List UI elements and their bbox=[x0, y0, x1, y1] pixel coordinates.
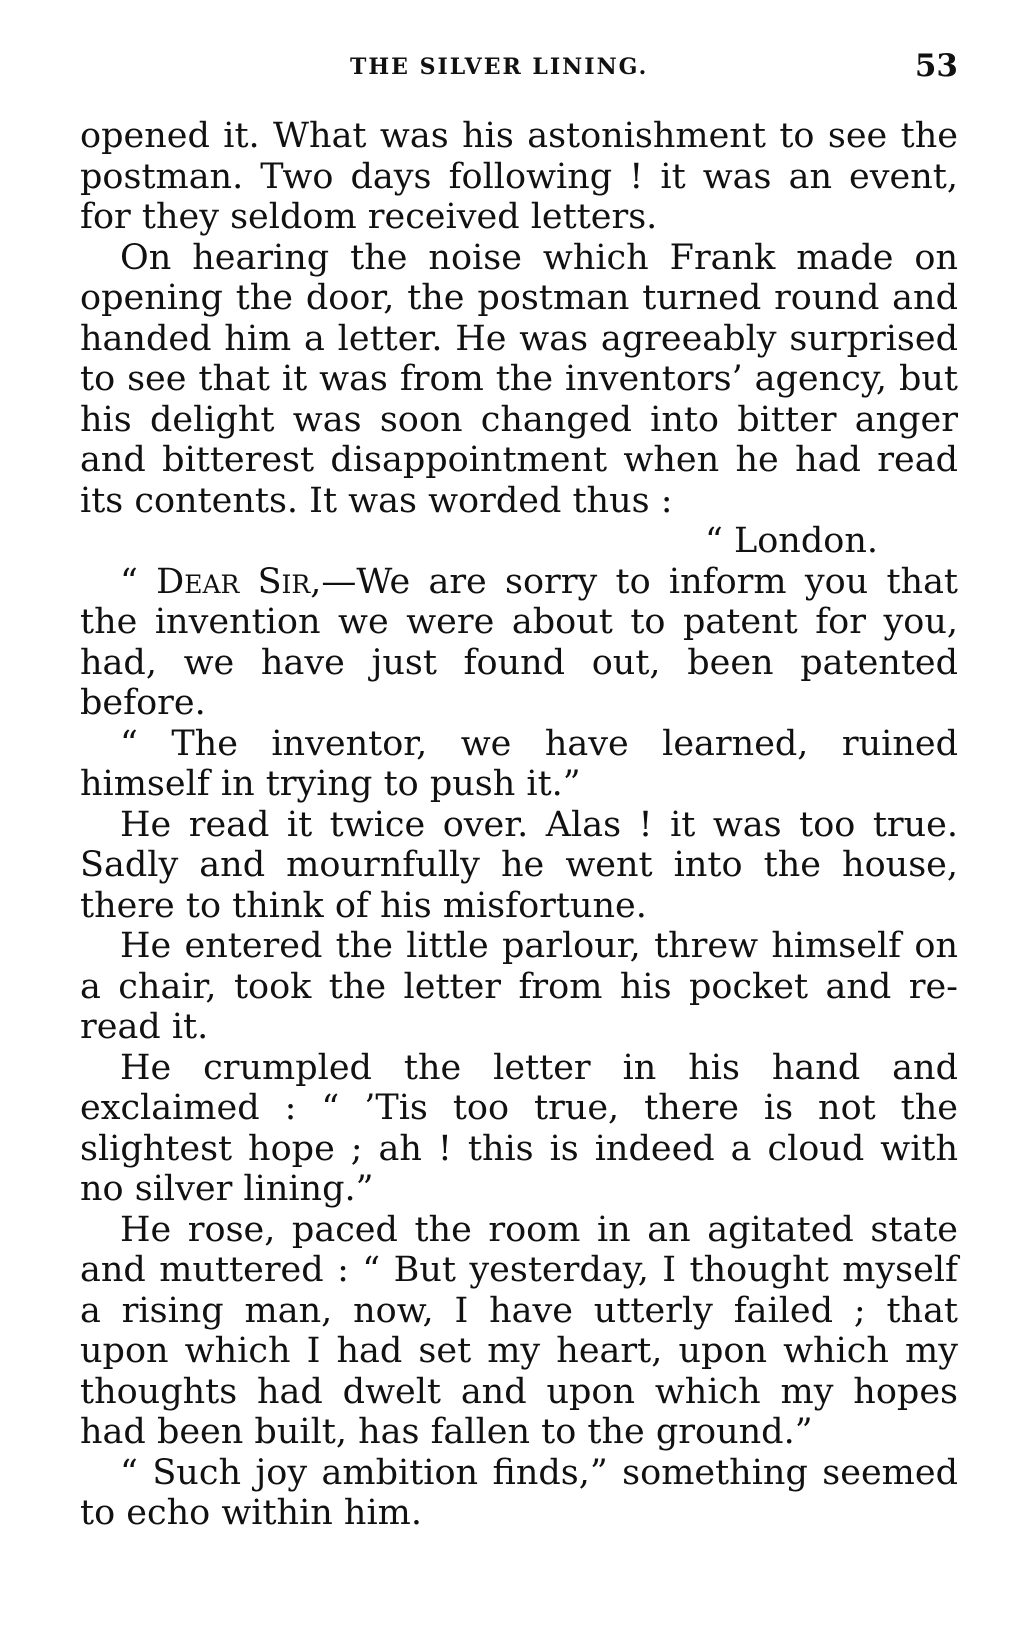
letter-paragraph-2: “ The inventor, we have learned, ruined himself in trying to push it.” bbox=[80, 723, 958, 804]
paragraph-4: He entered the little parlour, threw himself on a chair, took the letter from his pocket and re-read it. bbox=[80, 926, 958, 1047]
letter-dateline: “ London. bbox=[704, 521, 878, 561]
page-number: 53 bbox=[914, 48, 958, 84]
page-header bbox=[80, 50, 958, 90]
letter-paragraph-1 bbox=[80, 562, 958, 724]
paragraph-3: He read it twice over. Alas ! it was too true. Sadly and mournfully he went into the house, there to think of his misfortune. bbox=[80, 804, 958, 926]
running-title: THE SILVER LINING. bbox=[350, 54, 649, 80]
paragraph-1: opened it. What was his astonishment to see the postman. Two days following ! it was an event, for they seldom received letters. bbox=[80, 116, 958, 237]
letter-salutation: “ Dear Sir, bbox=[120, 561, 322, 602]
paragraph-7: “ Such joy ambition finds,” something seemed to echo within him. bbox=[80, 1452, 958, 1533]
paragraph-5: He crumpled the letter in his hand and exclaimed : “ ’Tis too true, there is not the slightest hope ; ah ! this is indeed a cloud with no silver lining.” bbox=[80, 1047, 958, 1209]
paragraph-6: He rose, paced the room in an agitated state and muttered : “ But yesterday, I thought myself a rising man, now, I have utterly failed ; that upon which I had set my heart, upon which my thoughts had dwelt and upon which my hopes had been built, has fallen to the ground.” bbox=[80, 1209, 958, 1452]
page-body bbox=[80, 116, 958, 1534]
paragraph-2: On hearing the noise which Frank made on opening the door, the postman turned round and handed him a letter. He was agreeably surprised to see that it was from the inventors’ agency, but his delight was soon changed into bitter anger and bitterest disappointment when he had read its contents. It was worded thus : bbox=[80, 237, 958, 521]
letter-body: —We are sorry to inform you that the invention we were about to patent for you, had, we have just found out, been patented before. bbox=[80, 561, 958, 723]
